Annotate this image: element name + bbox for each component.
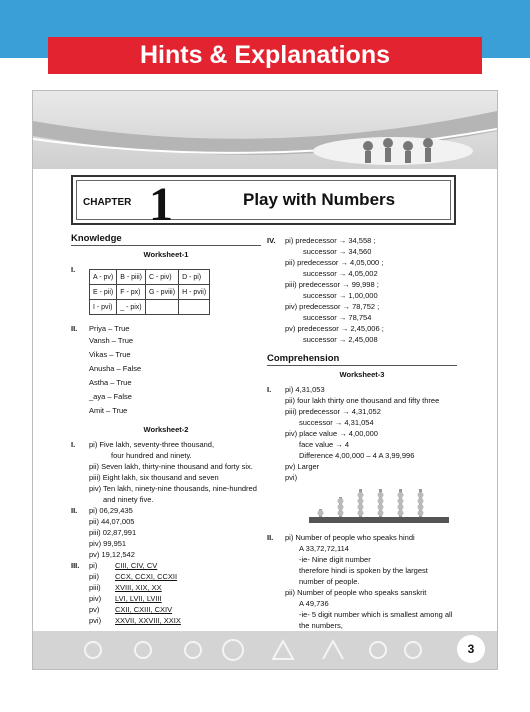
page-number: 3 <box>457 635 485 663</box>
question-number: I. <box>71 265 76 274</box>
left-column: Knowledge Worksheet-1 I. A - pv) B - piii) C - piv) D - pi) E - pii) F - px) G - pviii) H - pvii) I - pvi) _ - pix) II. Priya – True Vansh – True Vikas – True Anusha – False Astha – True _aya – False Amit – True Worksheet-2 I. pi) Five lakh, seventy-three thousand, four hundred and ninety. pii) Seven lakh, thirty-nine thousand and forty six. piii) Eight lakh, six thousand and seven piv) Ten lakh, ninety-nine thousands, nine-hundred and ninety five. II. pi) 06,29,435 pii) 44,07,005 piii) 02,87,991 piv) 99,951 pv) 19,12,542 III. pi) CIII, CIV, CV pii) CCX, CCXI, CCXII piii) XVIII, XIX, XX piv) LVI, LVII, LVIII pv) CXII, CXIII, CXIV pvi) XXVII, XXVIII, XXIX <box>71 233 261 626</box>
chapter-number: 1 <box>149 178 173 231</box>
answer-table: A - pv) B - piii) C - piv) D - pi) E - pii) F - px) G - pviii) H - pvii) I - pvi) _ - pix) <box>89 269 210 315</box>
worksheet-3-heading: Worksheet-3 <box>339 370 385 379</box>
chapter-title: Play with Numbers <box>243 190 396 209</box>
q2-list: II. Priya – True Vansh – True Vikas – True Anusha – False Astha – True _aya – False Amit – True <box>71 324 142 415</box>
section-knowledge: Knowledge <box>71 233 261 246</box>
chapter-header <box>71 175 456 231</box>
abacus-illustration <box>309 483 459 525</box>
swoosh-graphic <box>33 91 497 169</box>
header-decoration <box>33 91 497 169</box>
page-title: Hints & Explanations <box>48 37 482 74</box>
science-icons-strip <box>33 631 453 669</box>
chapter-label: CHAPTER <box>83 197 132 208</box>
page-frame <box>32 90 498 670</box>
right-column: IV. pi) predecessor → 34,558 ; successor → 34,560 pii) predecessor → 4,05,000 ; successor → 4,05,002 piii) predecessor → 99,998 ; successor → 1,00,000 piv) predecessor → 78,752 ; successor → 78,754 pv) predecessor → 2,45,006 ; successor → 2,45,008 Comprehension Worksheet-3 I. pi) 4,31,053 pii) four lakh thirty one thousand and fifty three piii) predecessor → 4,31,052 successor → 4,31,054 piv) place value → 4,00,000 face value → 4 Difference 4,00,000 – 4 A 3,99,996 pv) Larger pvi) II. pi) Number of people who speaks hindi A 33,72,72,114 -ie- Nine digit number therefore hindi is spoken by the largest number of people. pii) Number of people who speaks sanskrit A 49,736 -ie- 5 digit number which is smallest among all the numbers, <box>267 235 457 653</box>
worksheet-1-heading: Worksheet-1 <box>143 250 189 259</box>
section-comprehension: Comprehension <box>267 353 457 366</box>
worksheet-2-heading: Worksheet-2 <box>143 425 189 434</box>
footer-decoration <box>33 631 497 669</box>
